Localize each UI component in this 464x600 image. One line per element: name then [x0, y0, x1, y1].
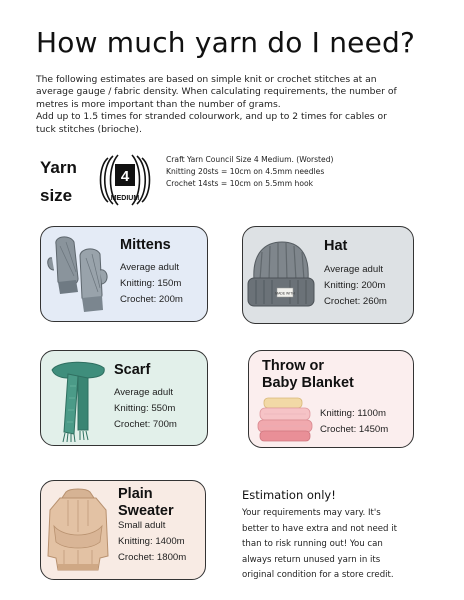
yarn-info-line: Craft Yarn Council Size 4 Medium. (Worsted) — [166, 155, 334, 164]
note-line: better to have extra and not need it — [242, 523, 398, 534]
note-line: original condition for a store credit. — [242, 570, 394, 581]
yarn-info-line: Crochet 14sts = 10cm on 5.5mm hook — [166, 179, 314, 189]
note-line: Your requirements may vary. It's — [242, 508, 381, 518]
mittens-line: Average adult — [120, 262, 180, 273]
mittens-illustration — [46, 232, 112, 320]
sweater-title-line: Sweater — [118, 503, 174, 519]
sweater-title — [118, 486, 174, 520]
sweater-details — [118, 518, 186, 566]
mittens-title: Mittens — [120, 237, 171, 253]
yarn-info-line: Knitting 20sts = 10cm on 4.5mm needles — [166, 167, 325, 177]
estimation-note-title: Estimation only! — [242, 488, 336, 502]
scarf-line: Crochet: 700m — [114, 419, 177, 430]
intro-line: Add up to 1.5 times for stranded colourwork, and up to 2 times for cables or — [36, 111, 387, 123]
intro-line: average gauge / fabric density. When calculating requirements, the number of — [36, 86, 397, 98]
mittens-line: Crochet: 200m — [120, 294, 183, 305]
scarf-line: Knitting: 550m — [114, 403, 176, 414]
yarn-size-label — [40, 154, 77, 210]
yarn-weight-number: 4 — [120, 168, 130, 185]
hat-line: Knitting: 200m — [324, 280, 386, 291]
yarn-size-label-line: size — [40, 186, 73, 205]
blanket-details — [320, 406, 388, 438]
sweater-line: Small adult — [118, 520, 166, 531]
hat-tag-text: MADE WITH — [275, 291, 295, 296]
estimation-note-body — [242, 506, 432, 584]
mittens-details — [120, 260, 183, 308]
sweater-title-line: Plain — [118, 486, 153, 502]
intro-line: tuck stitches (brioche). — [36, 123, 142, 135]
page-title: How much yarn do I need? — [36, 26, 416, 59]
hat-line: Crochet: 260m — [324, 296, 387, 307]
blanket-title — [262, 358, 354, 392]
hat-title: Hat — [324, 238, 348, 254]
scarf-line: Average adult — [114, 387, 174, 398]
mittens-line: Knitting: 150m — [120, 278, 182, 289]
intro-line: metres is more important than the number of grams. — [36, 98, 281, 110]
yarn-weight-text: MEDIUM — [110, 195, 140, 202]
yarn-size-label-line: Yarn — [40, 158, 77, 177]
note-line: than to risk running out! You can — [242, 539, 383, 550]
hat-line: Average adult — [324, 264, 384, 275]
blanket-title-line: Baby Blanket — [262, 375, 354, 391]
blanket-title-line: Throw or — [262, 358, 325, 374]
scarf-title: Scarf — [114, 362, 151, 378]
yarn-size-info — [166, 154, 333, 191]
scarf-illustration — [44, 356, 114, 444]
intro-line: The following estimates are based on simple knit or crochet stitches at an — [36, 74, 377, 85]
blanket-line: Knitting: 1100m — [320, 408, 386, 419]
sweater-line: Knitting: 1400m — [118, 536, 185, 547]
sweater-line: Crochet: 1800m — [118, 552, 187, 563]
blanket-illustration — [256, 394, 316, 444]
yarn-weight-icon — [96, 152, 154, 208]
scarf-details — [114, 385, 177, 433]
hat-details — [324, 262, 387, 310]
hat-illustration — [244, 240, 318, 310]
blanket-line: Crochet: 1450m — [320, 424, 389, 435]
note-line: always return unused yarn in its — [242, 554, 381, 565]
sweater-illustration — [40, 486, 116, 576]
intro-text — [36, 74, 436, 136]
